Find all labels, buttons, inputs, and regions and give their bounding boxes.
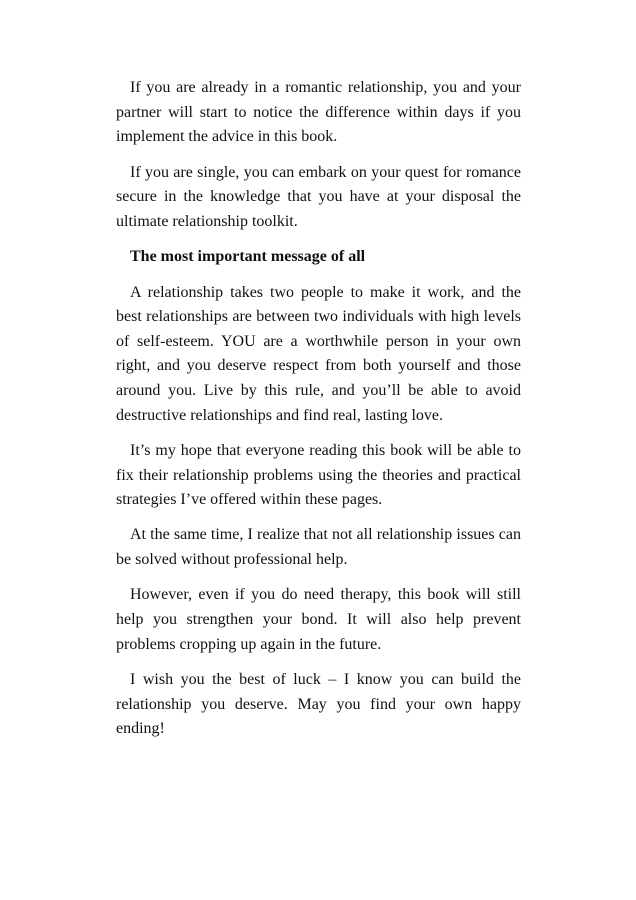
paragraph-romantic-relationship: If you are already in a romantic relationship, you and your partner will start to notice the difference within days if you implement the advice in this book.: [116, 79, 521, 146]
paragraph-professional-help: At the same time, I realize that not all relationship issues can be solved without professional help.: [116, 526, 521, 569]
book-page: [116, 76, 521, 753]
section-heading: The most important message of all: [130, 248, 366, 266]
paragraph-single: If you are single, you can embark on your quest for romance secure in the knowledge that you have at your disposal the ultimate relationship toolkit.: [116, 163, 521, 230]
paragraph-hope: It’s my hope that everyone reading this book will be able to fix their relationship problems using the theories and practical strategies I’ve offered within these pages.: [116, 441, 521, 509]
paragraph-therapy: However, even if you do need therapy, this book will still help you strengthen your bond. It will also help prevent problems cropping up again in the future.: [116, 586, 521, 653]
paragraph-best-of-luck: I wish you the best of luck – I know you can build the relationship you deserve. May you find your own happy ending!: [116, 671, 521, 738]
paragraph-two-people: A relationship takes two people to make it work, and the best relationships are between two individuals with high levels of self-esteem. YOU are a worthwhile person in your own right, and you deserve respect from both yourself and those around you. Live by this rule, and you’ll be able to avoid destructive relationships and find real, lasting love.: [116, 283, 521, 424]
